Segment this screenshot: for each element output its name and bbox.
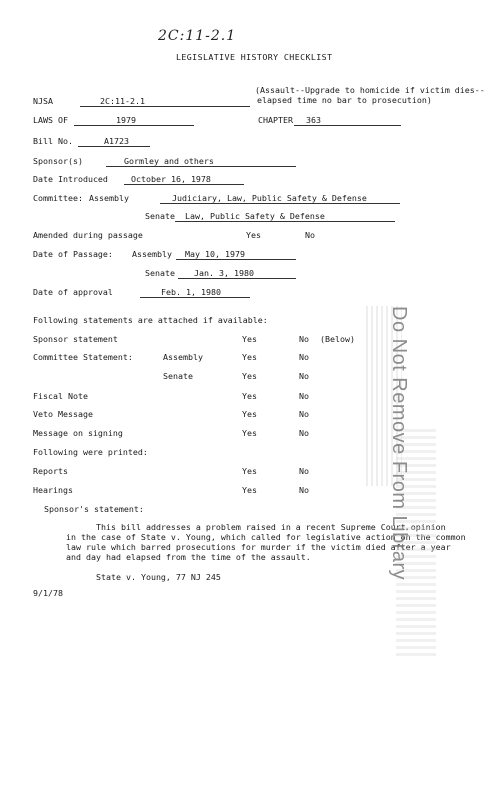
committee-statement-assembly-no: No	[299, 352, 309, 362]
bill-no-value: A1723	[104, 136, 129, 146]
annotation-line-1: (Assault--Upgrade to homicide if victim dies--	[255, 85, 485, 95]
footer-date: 9/1/78	[33, 588, 63, 598]
page-title: LEGISLATIVE HISTORY CHECKLIST	[176, 52, 333, 62]
committee-statement-senate-yes: Yes	[242, 371, 257, 381]
committee-assembly-value: Judiciary, Law, Public Safety & Defense	[172, 193, 367, 203]
library-stamp	[366, 306, 436, 700]
fiscal-note-label: Fiscal Note	[33, 391, 88, 401]
statement-line-3: law rule which barred prosecutions for murder if the victim died after a year	[66, 542, 451, 552]
passage-senate-underline	[178, 278, 296, 279]
committee-label: Committee:	[33, 193, 83, 203]
amended-no: No	[305, 230, 315, 240]
fiscal-note-yes: Yes	[242, 391, 257, 401]
committee-assembly-underline	[160, 203, 400, 204]
passage-assembly-label: Assembly	[132, 249, 172, 259]
hearings-yes: Yes	[242, 485, 257, 495]
passage-senate-label: Senate	[145, 268, 175, 278]
following-attached: Following statements are attached if available:	[33, 315, 268, 325]
amended-yes: Yes	[246, 230, 261, 240]
passage-label: Date of Passage:	[33, 249, 113, 259]
sponsor-statement-yes: Yes	[242, 334, 257, 344]
reports-label: Reports	[33, 466, 68, 476]
statement-line-1: This bill addresses a problem raised in a recent Supreme Court opinion	[96, 522, 446, 532]
sponsor-statement-label: Sponsor statement	[33, 334, 118, 344]
sponsors-underline	[106, 166, 296, 167]
sponsors-label: Sponsor(s)	[33, 156, 83, 166]
sponsors-value: Gormley and others	[124, 156, 214, 166]
annotation-line-2: elapsed time no bar to prosecution)	[257, 95, 432, 105]
njsa-value: 2C:11-2.1	[100, 96, 145, 106]
amended-label: Amended during passage	[33, 230, 143, 240]
njsa-underline	[80, 106, 250, 107]
veto-message-yes: Yes	[242, 409, 257, 419]
handwritten-number: 2C:11-2.1	[158, 28, 237, 44]
committee-senate-label: Senate	[145, 211, 175, 221]
approval-underline	[140, 297, 250, 298]
committee-statement-label: Committee Statement:	[33, 352, 133, 362]
passage-assembly-value: May 10, 1979	[185, 249, 245, 259]
passage-senate-value: Jan. 3, 1980	[194, 268, 254, 278]
njsa-label: NJSA	[33, 96, 53, 106]
fiscal-note-no: No	[299, 391, 309, 401]
chapter-underline	[294, 125, 401, 126]
committee-statement-assembly-yes: Yes	[242, 352, 257, 362]
message-on-signing-no: No	[299, 428, 309, 438]
statement-line-4: and day had elapsed from the time of the assault.	[66, 552, 311, 562]
date-introduced-value: October 16, 1978	[131, 174, 211, 184]
committee-senate-value: Law, Public Safety & Defense	[185, 211, 325, 221]
chapter-value: 363	[306, 115, 321, 125]
committee-statement-senate-label: Senate	[163, 371, 193, 381]
citation: State v. Young, 77 NJ 245	[96, 572, 221, 582]
sponsor-statement-heading: Sponsor's statement:	[44, 504, 144, 514]
committee-statement-assembly-label: Assembly	[163, 352, 203, 362]
date-introduced-label: Date Introduced	[33, 174, 108, 184]
hearings-label: Hearings	[33, 485, 73, 495]
approval-label: Date of approval	[33, 287, 113, 297]
approval-value: Feb. 1, 1980	[161, 287, 221, 297]
bill-no-underline	[78, 146, 150, 147]
statement-line-2: in the case of State v. Young, which called for legislative action on the common	[66, 532, 466, 542]
committee-statement-senate-no: No	[299, 371, 309, 381]
laws-of-value: 1979	[116, 115, 136, 125]
committee-assembly-label: Assembly	[89, 193, 129, 203]
hearings-no: No	[299, 485, 309, 495]
passage-assembly-underline	[176, 259, 296, 260]
message-on-signing-label: Message on signing	[33, 428, 123, 438]
veto-message-label: Veto Message	[33, 409, 93, 419]
laws-of-underline	[74, 125, 194, 126]
date-introduced-underline	[124, 184, 244, 185]
committee-senate-underline	[175, 221, 395, 222]
bill-no-label: Bill No.	[33, 136, 73, 146]
stamp-text: Do Not Remove From Library	[388, 306, 410, 581]
following-printed: Following were printed:	[33, 447, 148, 457]
sponsor-statement-no: No	[299, 334, 309, 344]
reports-no: No	[299, 466, 309, 476]
veto-message-no: No	[299, 409, 309, 419]
laws-of-label: LAWS OF	[33, 115, 68, 125]
message-on-signing-yes: Yes	[242, 428, 257, 438]
reports-yes: Yes	[242, 466, 257, 476]
chapter-label: CHAPTER	[258, 115, 293, 125]
sponsor-statement-note: (Below)	[320, 334, 355, 344]
